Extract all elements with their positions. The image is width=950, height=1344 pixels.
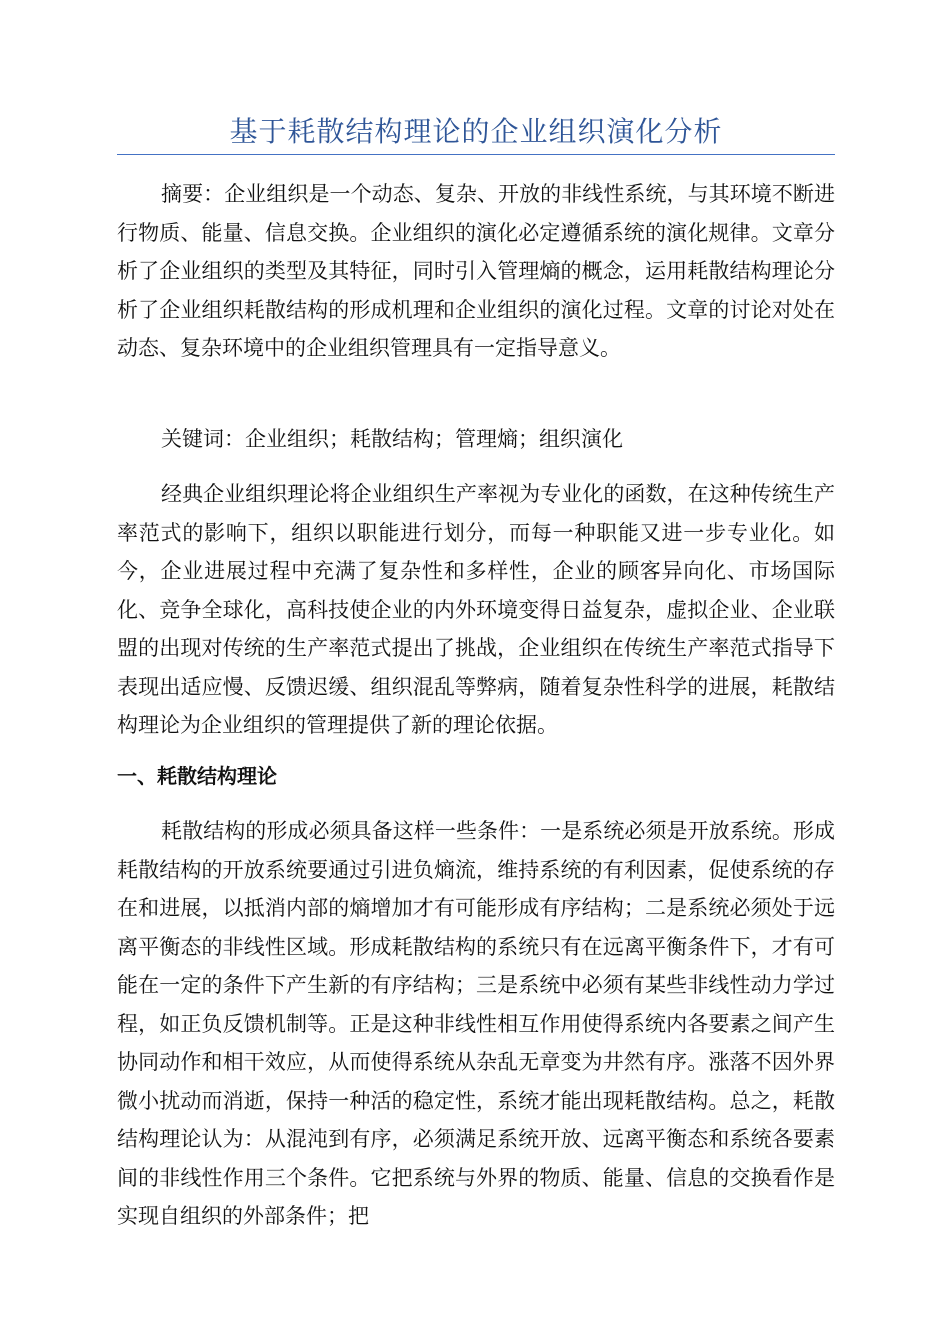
intro-block (117, 475, 835, 745)
intro-paragraph: 经典企业组织理论将企业组织生产率视为专业化的函数，在这种传统生产率范式的影响下，组织以职能进行划分，而每一种职能又进一步专业化。如今，企业进展过程中充满了复杂性和多样性，企业的顾客异向化、市场国际化、竞争全球化，高科技使企业的内外环境变得日益复杂，虚拟企业、企业联盟的出现对传统的生产率范式提出了挑战，企业组织在传统生产率范式指导下表现出适应慢、反馈迟缓、组织混乱等弊病，随着复杂性科学的进展，耗散结构理论为企业组织的管理提供了新的理论依据。 (117, 482, 835, 737)
section-body-block (117, 812, 835, 1236)
section-heading: 一、耗散结构理论 (117, 764, 277, 788)
keywords-block (117, 420, 835, 459)
abstract-paragraph: 摘要：企业组织是一个动态、复杂、开放的非线性系统，与其环境不断进行物质、能量、信息交换。企业组织的演化必定遵循系统的演化规律。文章分析了企业组织的类型及其特征，同时引入管理熵的概念，运用耗散结构理论分析了企业组织耗散结构的形成机理和企业组织的演化过程。文章的讨论对处在动态、复杂环境中的企业组织管理具有一定指导意义。 (117, 182, 835, 360)
keywords-paragraph: 关键词：企业组织；耗散结构；管理熵；组织演化 (161, 427, 623, 451)
section-body-paragraph: 耗散结构的形成必须具备这样一些条件：一是系统必须是开放系统。形成耗散结构的开放系统要通过引进负熵流，维持系统的有利因素，促使系统的存在和进展，以抵消内部的熵增加才有可能形成有序结构；二是系统必须处于远离平衡态的非线性区域。形成耗散结构的系统只有在远离平衡条件下，才有可能在一定的条件下产生新的有序结构；三是系统中必须有某些非线性动力学过程，如正负反馈机制等。正是这种非线性相互作用使得系统内各要素之间产生协同动作和相干效应，从而使得系统从杂乱无章变为井然有序。涨落不因外界微小扰动而消逝，保持一种活的稳定性，系统才能出现耗散结构。总之，耗散结构理论认为：从混沌到有序，必须满足系统开放、远离平衡态和系统各要素间的非线性作用三个条件。它把系统与外界的物质、能量、信息的交换看作是实现自组织的外部条件；把 (117, 819, 835, 1228)
document-title: 基于耗散结构理论的企业组织演化分析 (229, 115, 723, 148)
abstract-block (117, 175, 835, 368)
section-heading-block (117, 757, 835, 796)
title-underline (117, 154, 835, 155)
